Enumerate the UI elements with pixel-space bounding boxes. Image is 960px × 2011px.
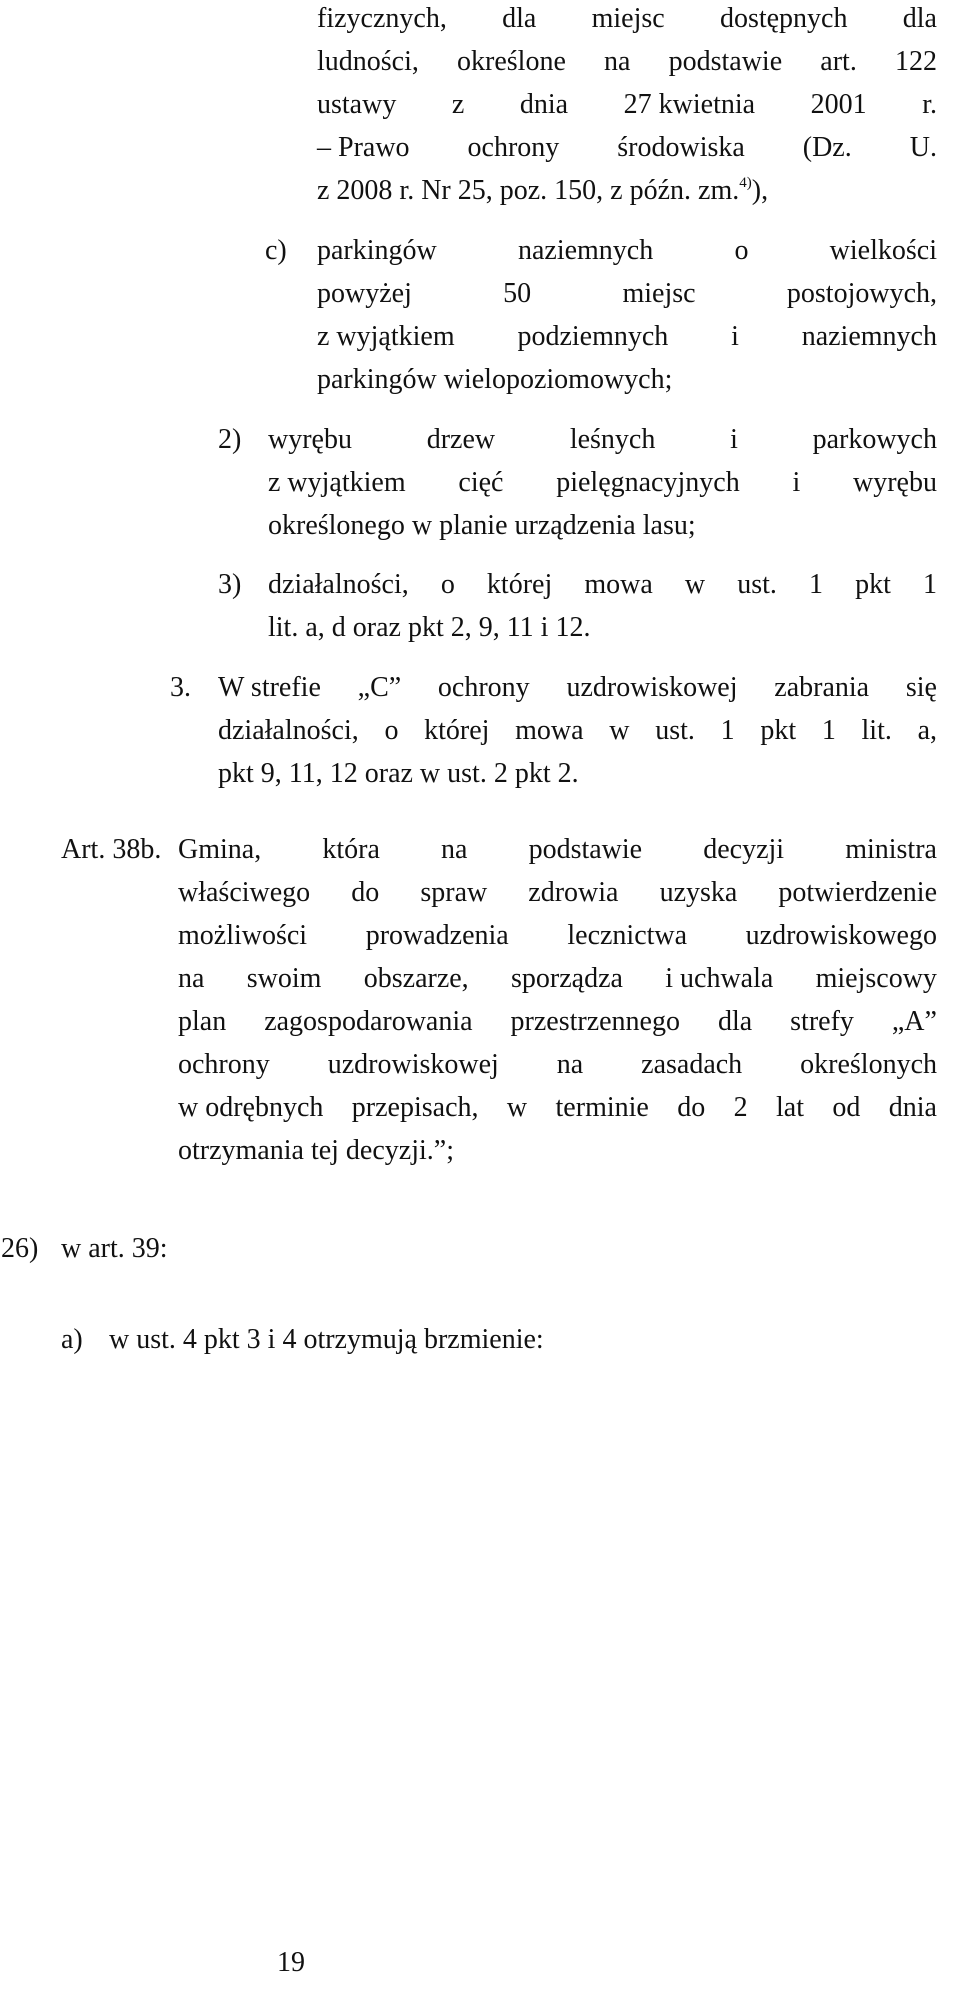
item-marker: 2): [218, 424, 242, 455]
text-line: parkingów naziemnych o wielkości: [317, 235, 937, 266]
item-marker: a): [61, 1324, 83, 1355]
text-line: ustawy z dnia 27 kwietnia 2001 r.: [317, 89, 937, 120]
text-line: Gmina, która na podstawie decyzji ministra: [178, 834, 937, 865]
text-line: możliwości prowadzenia lecznictwa uzdrowiskowego: [178, 920, 937, 951]
text-line-last: parkingów wielopoziomowych;: [317, 364, 673, 395]
text-line-last: z 2008 r. Nr 25, poz. 150, z późn. zm.$^{4)}$),: [317, 175, 769, 206]
text-line: w odrębnych przepisach, w terminie do 2 lat od dnia: [178, 1092, 937, 1123]
text-line: na swoim obszarze, sporządza i uchwala miejscowy: [178, 963, 937, 994]
text-line-last: otrzymania tej decyzji.”;: [178, 1135, 454, 1166]
text-line: powyżej 50 miejsc postojowych,: [317, 278, 937, 309]
text-line: – Prawo ochrony środowiska (Dz. U.: [317, 132, 937, 163]
text-line: plan zagospodarowania przestrzennego dla strefy „A”: [178, 1006, 937, 1037]
text-line-last: pkt 9, 11, 12 oraz w ust. 2 pkt 2.: [218, 758, 579, 789]
text-line: z wyjątkiem podziemnych i naziemnych: [317, 321, 937, 352]
text-line: działalności, o której mowa w ust. 1 pkt 1 lit. a,: [218, 715, 937, 746]
article-marker: Art. 38b.: [61, 834, 162, 865]
text-line-last: lit. a, d oraz pkt 2, 9, 11 i 12.: [268, 612, 591, 643]
text-line: właściwego do spraw zdrowia uzyska potwierdzenie: [178, 877, 937, 908]
page-number: 19: [277, 1947, 305, 1978]
text-line: W strefie „C” ochrony uzdrowiskowej zabrania się: [218, 672, 937, 703]
text-line: z wyjątkiem cięć pielęgnacyjnych i wyrębu: [268, 467, 937, 498]
text-line: ochrony uzdrowiskowej na zasadach określonych: [178, 1049, 937, 1080]
text-line: fizycznych, dla miejsc dostępnych dla: [317, 3, 937, 34]
item-marker: c): [265, 235, 287, 266]
item-text: w art. 39:: [61, 1233, 168, 1264]
item-text: w ust. 4 pkt 3 i 4 otrzymują brzmienie:: [109, 1324, 544, 1355]
paragraph-marker: 3.: [170, 672, 191, 703]
item-marker: 26): [1, 1233, 39, 1264]
text-line: ludności, określone na podstawie art. 122: [317, 46, 937, 77]
footnote-ref: 4): [739, 175, 752, 191]
text-line: działalności, o której mowa w ust. 1 pkt 1: [268, 569, 937, 600]
text-line: wyrębu drzew leśnych i parkowych: [268, 424, 937, 455]
item-marker: 3): [218, 569, 242, 600]
text-line-last: określonego w planie urządzenia lasu;: [268, 510, 696, 541]
